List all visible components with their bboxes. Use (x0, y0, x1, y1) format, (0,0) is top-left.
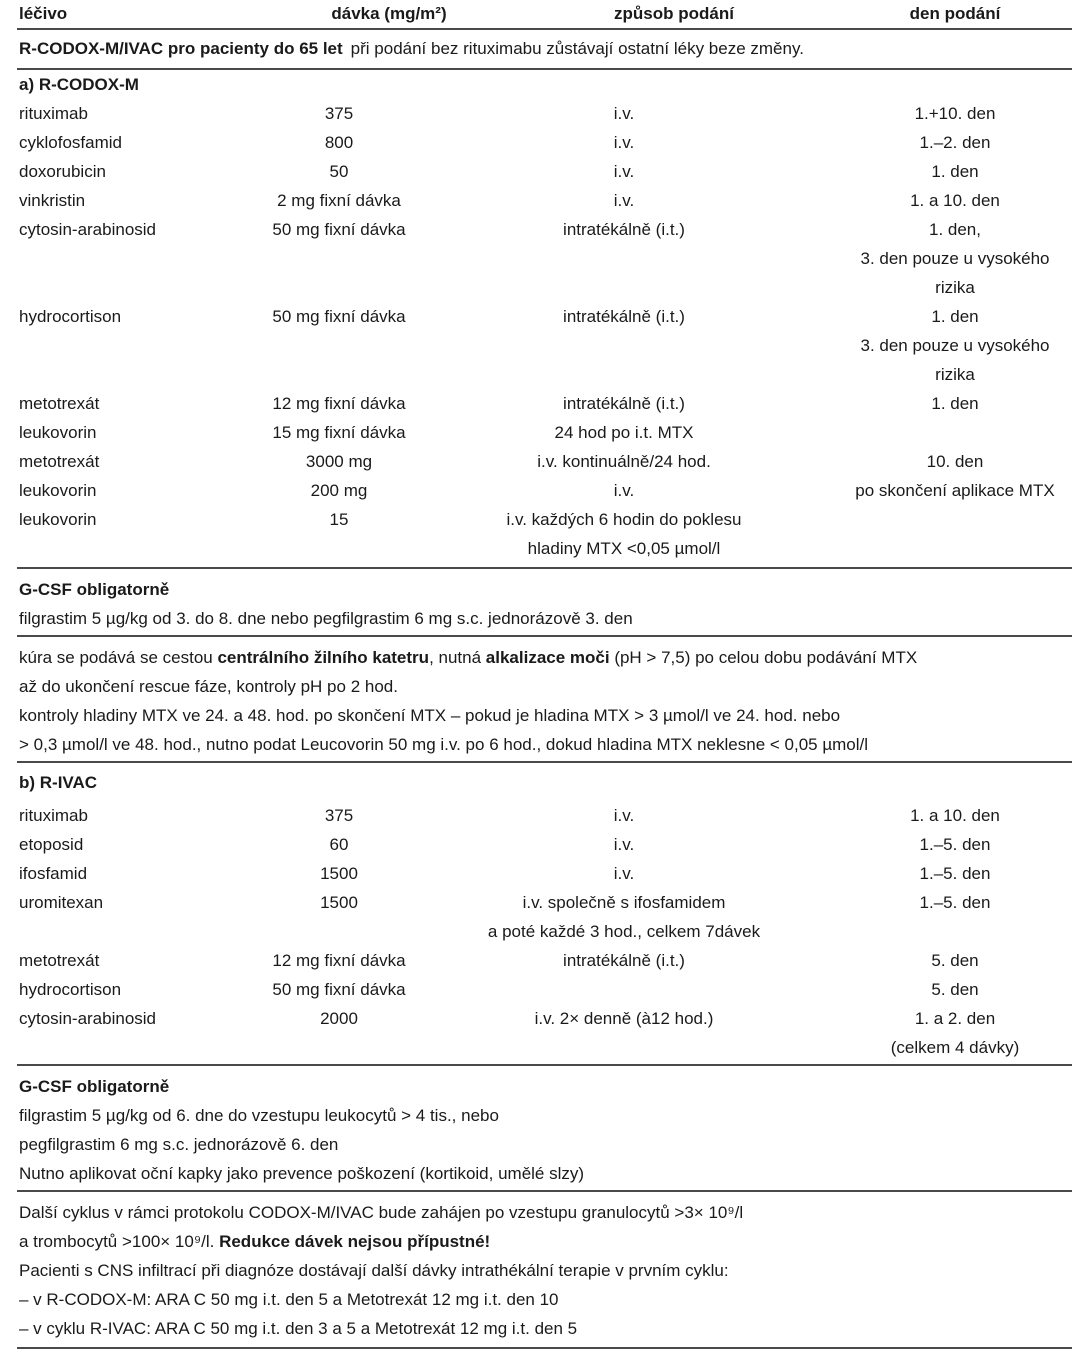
cell-text (409, 975, 839, 1004)
cell-dose (269, 186, 409, 215)
cell-text: 1.+10. den (914, 104, 996, 123)
cell-drug (19, 505, 269, 534)
table-row (19, 215, 1071, 302)
cell-text: intratékálně (i.t.) (563, 307, 685, 326)
cell-text: po skončení aplikace MTX (855, 481, 1055, 500)
cell-day (839, 975, 1071, 1004)
cell-text: 1. den (931, 394, 979, 413)
cell-route (409, 215, 839, 244)
cell-text: 10. den (926, 452, 984, 471)
cell-route (409, 157, 839, 186)
cell-drug (19, 476, 269, 505)
cell-text: i.v. každých 6 hodin do poklesu (506, 510, 742, 529)
table-row (19, 186, 1071, 215)
notes-b-line-3: Pacienti s CNS infiltrací při diagnóze dostávají další dávky intrathékální terapie v prvním cyklu: (19, 1261, 729, 1280)
cell-drug (19, 99, 269, 128)
cell-text: intratékálně (i.t.) (563, 951, 685, 970)
cell-text: i.v. (613, 104, 635, 123)
cell-text: i.v. společně s ifosfamidem (522, 893, 726, 912)
gcsf-a-block (19, 569, 1071, 633)
cell-dose (269, 215, 409, 244)
cell-drug (19, 888, 269, 917)
cell-route (409, 128, 839, 157)
table-row (19, 389, 1071, 418)
cell-dose (269, 447, 409, 476)
cell-route (409, 447, 839, 476)
cell-day (839, 888, 1071, 917)
cell-dose (269, 975, 409, 1004)
cell-drug (19, 975, 269, 1004)
cell-text: 1. a 2. den (914, 1009, 996, 1028)
table-row (19, 946, 1071, 975)
text: a trombocytů >100× 10⁹/l. (19, 1232, 220, 1251)
banner-title: R-CODOX-M/IVAC pro pacienty do 65 let (19, 39, 343, 58)
cell-text: intratékálně (i.t.) (563, 220, 685, 239)
cell-dose (269, 418, 409, 447)
table-row (19, 830, 1071, 859)
cell-dose (269, 157, 409, 186)
cell-drug (19, 946, 269, 975)
cell-text: 2 mg fixní dávka (277, 191, 401, 210)
cell-text: hydrocortison (19, 307, 122, 326)
cell-text: 1500 (320, 893, 358, 912)
table-row (19, 975, 1071, 1004)
cell-day (839, 389, 1071, 418)
cell-text: leukovorin (19, 481, 97, 500)
table-row (19, 888, 1071, 946)
protocol-banner (19, 30, 1071, 68)
cell-day (839, 447, 1071, 476)
cell-text: hladiny MTX <0,05 µmol/l (527, 539, 721, 558)
cell-text: i.v. (613, 481, 635, 500)
cell-day (839, 801, 1071, 830)
cell-text: cytosin-arabinosid (19, 1009, 157, 1028)
cell-route (409, 186, 839, 215)
cell-dose (269, 302, 409, 331)
header-day: den podání (909, 4, 1001, 23)
cell-text: 3. den pouze u vysokého rizika (860, 336, 1050, 384)
cell-text: 1.–5. den (919, 835, 991, 854)
emphasis: alkalizace moči (485, 648, 610, 667)
cell-text: 60 (329, 835, 349, 854)
text: , nutná (429, 648, 486, 667)
cell-drug (19, 830, 269, 859)
cell-text: 3000 mg (305, 452, 373, 471)
gcsf-a-title: G-CSF obligatorně (19, 580, 170, 599)
cell-day (839, 157, 1071, 186)
notes-b-line-4: – v R-CODOX-M: ARA C 50 mg i.t. den 5 a Metotrexát 12 mg i.t. den 10 (19, 1290, 559, 1309)
cell-text: 50 (329, 162, 349, 181)
cell-text: i.v. kontinuálně/24 hod. (537, 452, 711, 471)
table-row (19, 801, 1071, 830)
cell-text: 1.–2. den (919, 133, 991, 152)
gcsf-b-line-1: filgrastim 5 µg/kg od 6. dne do vzestupu leukocytů > 4 tis., nebo (19, 1106, 499, 1125)
header-dose: dávka (mg/m²) (331, 4, 447, 23)
cell-day (839, 505, 1071, 534)
cell-drug (19, 302, 269, 331)
cell-day (839, 215, 1071, 302)
cell-text: metotrexát (19, 951, 100, 970)
cell-text: 1500 (320, 864, 358, 883)
cell-text: uromitexan (19, 893, 104, 912)
cell-day (839, 302, 1071, 389)
emphasis: centrálního žilního katetru (217, 648, 430, 667)
cell-text: 200 mg (310, 481, 368, 500)
section-b-title: b) R-IVAC (19, 773, 98, 792)
cell-text: 375 (324, 806, 354, 825)
cell-route (409, 888, 839, 946)
cell-route (409, 99, 839, 128)
cell-drug (19, 186, 269, 215)
cell-text (839, 418, 1071, 447)
cell-day (839, 128, 1071, 157)
emphasis: Redukce dávek nejsou přípustné! (219, 1232, 491, 1251)
cell-text: cyklofosfamid (19, 133, 122, 152)
cell-text: i.v. (613, 133, 635, 152)
cell-dose (269, 946, 409, 975)
cell-text: rituximab (19, 104, 88, 123)
cell-day (839, 99, 1071, 128)
protocol-table (19, 0, 1071, 1349)
cell-text: 12 mg fixní dávka (272, 951, 406, 970)
cell-route (409, 505, 839, 563)
table-row (19, 1004, 1071, 1062)
cell-route (409, 302, 839, 331)
cell-dose (269, 476, 409, 505)
cell-text: metotrexát (19, 452, 100, 471)
cell-route (409, 389, 839, 418)
notes-b-block (19, 1192, 1071, 1343)
banner-note: při podání bez rituximabu zůstávají ostatní léky beze změny. (350, 39, 804, 58)
cell-text: 24 hod po i.t. MTX (554, 423, 694, 442)
cell-text: doxorubicin (19, 162, 106, 181)
notes-b-line-2 (19, 1227, 1071, 1256)
cell-text: 50 mg fixní dávka (272, 980, 406, 999)
table-header (19, 0, 1071, 28)
cell-drug (19, 157, 269, 186)
gcsf-b-line-3: Nutno aplikovat oční kapky jako prevence poškození (kortikoid, umělé slzy) (19, 1164, 585, 1183)
cell-text: 1.–5. den (919, 893, 991, 912)
cell-route (409, 418, 839, 447)
cell-dose (269, 801, 409, 830)
notes-a-line-3: kontroly hladiny MTX ve 24. a 48. hod. po skončení MTX – pokud je hladina MTX > 3 µmol/l ve 24. hod. nebo (19, 706, 841, 725)
cell-text: 50 mg fixní dávka (272, 307, 406, 326)
table-row (19, 505, 1071, 563)
cell-text: metotrexát (19, 394, 100, 413)
table-row (19, 128, 1071, 157)
cell-text: 15 mg fixní dávka (272, 423, 406, 442)
cell-text: 15 (329, 510, 349, 529)
cell-text: i.v. (613, 191, 635, 210)
gcsf-b-line-2: pegfilgrastim 6 mg s.c. jednorázově 6. den (19, 1135, 339, 1154)
cell-day (839, 830, 1071, 859)
cell-route (409, 975, 839, 1004)
cell-day (839, 186, 1071, 215)
cell-text: 1.–5. den (919, 864, 991, 883)
cell-text: cytosin-arabinosid (19, 220, 157, 239)
cell-dose (269, 389, 409, 418)
cell-text: intratékálně (i.t.) (563, 394, 685, 413)
cell-day (839, 859, 1071, 888)
cell-route (409, 859, 839, 888)
section-a-rows (19, 99, 1071, 563)
cell-drug (19, 128, 269, 157)
cell-text: vinkristin (19, 191, 86, 210)
cell-drug (19, 859, 269, 888)
notes-b-line-5: – v cyklu R-IVAC: ARA C 50 mg i.t. den 3 a 5 a Metotrexát 12 mg i.t. den 5 (19, 1319, 578, 1338)
cell-text: 1. den (931, 162, 979, 181)
cell-text: 1. den, (929, 220, 981, 239)
table-row (19, 859, 1071, 888)
cell-text: 5. den (931, 980, 979, 999)
cell-text: 2000 (320, 1009, 358, 1028)
table-row (19, 99, 1071, 128)
cell-text: i.v. (613, 864, 635, 883)
cell-day (839, 418, 1071, 447)
cell-dose (269, 1004, 409, 1033)
cell-route (409, 830, 839, 859)
cell-text: hydrocortison (19, 980, 122, 999)
cell-drug (19, 418, 269, 447)
cell-text: 50 mg fixní dávka (272, 220, 406, 239)
cell-text: 1. a 10. den (910, 191, 1000, 210)
gcsf-b-block (19, 1066, 1071, 1188)
cell-route (409, 1004, 839, 1033)
cell-text: 12 mg fixní dávka (272, 394, 406, 413)
header-drug: léčivo (19, 4, 68, 23)
cell-drug (19, 1004, 269, 1033)
cell-day (839, 946, 1071, 975)
cell-day (839, 476, 1071, 505)
cell-drug (19, 389, 269, 418)
table-row (19, 447, 1071, 476)
table-row (19, 476, 1071, 505)
notes-b-line-1: Další cyklus v rámci protokolu CODOX-M/IVAC bude zahájen po vzestupu granulocytů >3× 10⁹/l (19, 1203, 744, 1222)
cell-text: (celkem 4 dávky) (890, 1038, 1020, 1057)
cell-text: ifosfamid (19, 864, 88, 883)
notes-a-line-2: až do ukončení rescue fáze, kontroly pH po 2 hod. (19, 677, 398, 696)
cell-text: i.v. 2× denně (à12 hod.) (534, 1009, 714, 1028)
cell-text: 375 (324, 104, 354, 123)
cell-text: 5. den (931, 951, 979, 970)
cell-dose (269, 505, 409, 534)
notes-a-line-1 (19, 643, 1071, 672)
header-route: způsob podání (614, 4, 734, 23)
cell-route (409, 801, 839, 830)
cell-text: etoposid (19, 835, 84, 854)
cell-text: leukovorin (19, 423, 97, 442)
cell-text: leukovorin (19, 510, 97, 529)
cell-text: rituximab (19, 806, 88, 825)
cell-text: i.v. (613, 835, 635, 854)
cell-text: i.v. (613, 806, 635, 825)
table-row (19, 157, 1071, 186)
cell-dose (269, 859, 409, 888)
cell-dose (269, 128, 409, 157)
cell-text: 3. den pouze u vysokého rizika (860, 249, 1050, 297)
table-row (19, 302, 1071, 389)
gcsf-a-text: filgrastim 5 µg/kg od 3. do 8. dne nebo pegfilgrastim 6 mg s.c. jednorázově 3. den (19, 609, 633, 628)
cell-drug (19, 801, 269, 830)
cell-drug (19, 447, 269, 476)
text: kúra se podává se cestou (19, 648, 218, 667)
cell-route (409, 476, 839, 505)
notes-a-line-4: > 0,3 µmol/l ve 48. hod., nutno podat Leucovorin 50 mg i.v. po 6 hod., dokud hladina MTX neklesne < 0,05 µmol/l (19, 735, 869, 754)
cell-route (409, 946, 839, 975)
cell-text: i.v. (613, 162, 635, 181)
text: (pH > 7,5) po celou dobu podávání MTX (609, 648, 918, 667)
cell-text: a poté každé 3 hod., celkem 7dávek (487, 922, 761, 941)
cell-dose (269, 888, 409, 917)
cell-dose (269, 830, 409, 859)
cell-text: 1. a 10. den (910, 806, 1000, 825)
cell-text: 1. den (931, 307, 979, 326)
cell-text: 800 (324, 133, 354, 152)
cell-text (839, 505, 1071, 534)
gcsf-b-title: G-CSF obligatorně (19, 1077, 170, 1096)
notes-a-block (19, 637, 1071, 759)
section-a-title: a) R-CODOX-M (19, 74, 139, 94)
table-row (19, 418, 1071, 447)
cell-drug (19, 215, 269, 244)
cell-dose (269, 99, 409, 128)
cell-day (839, 1004, 1071, 1062)
section-b-rows (19, 801, 1071, 1062)
